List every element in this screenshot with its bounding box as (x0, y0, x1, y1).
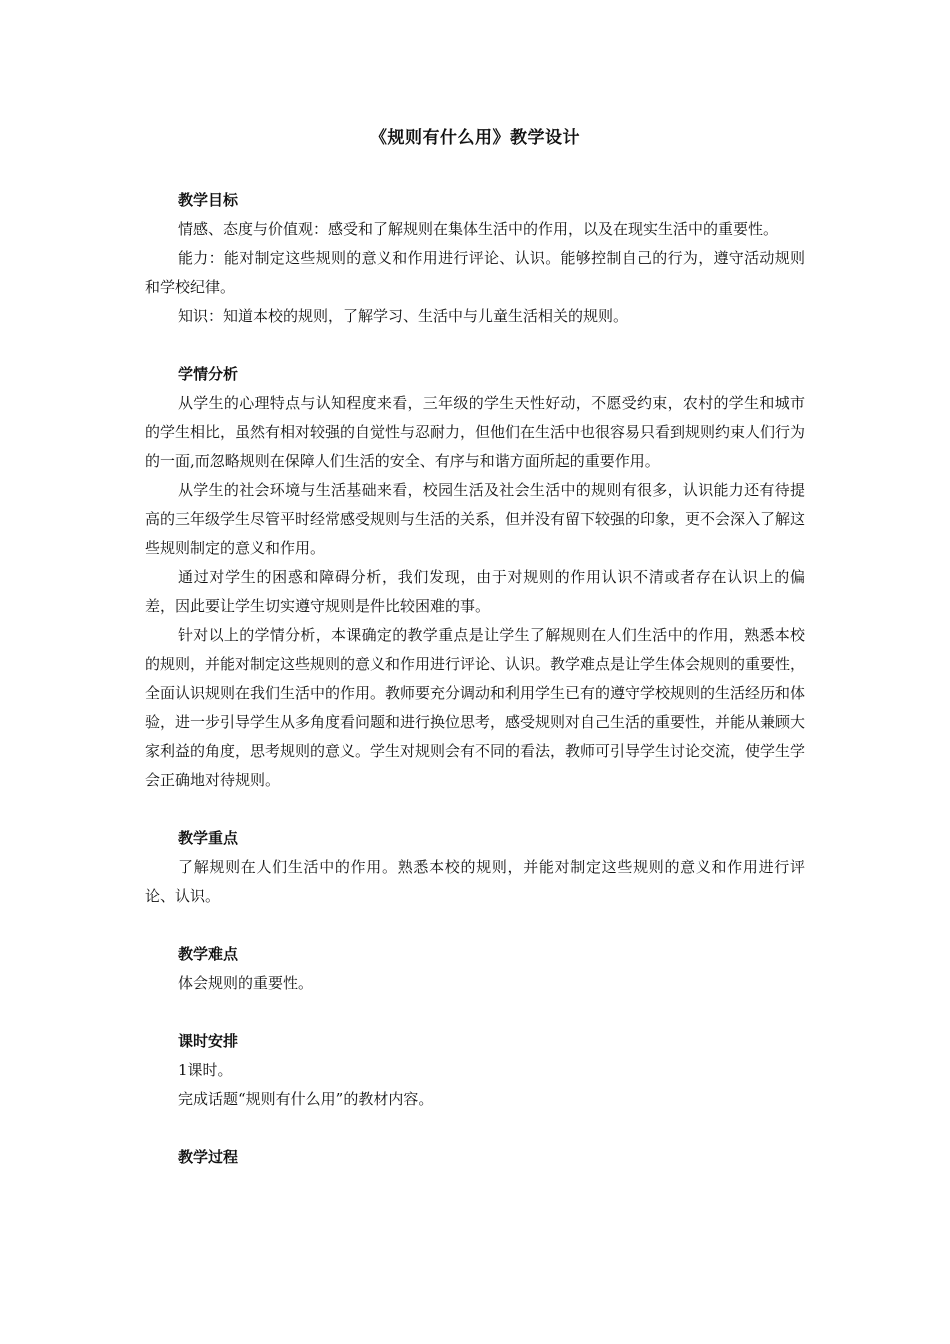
paragraph: 情感、态度与价值观：感受和了解规则在集体生活中的作用，以及在现实生活中的重要性。 (178, 220, 779, 238)
paragraph: 完成话题“规则有什么用”的教材内容。 (178, 1090, 434, 1108)
document-title: 《规则有什么用》教学设计 (370, 128, 580, 148)
section-heading-difficulties: 教学难点 (178, 945, 239, 963)
paragraph: 体会规则的重要性。 (178, 974, 314, 992)
paragraph: 从学生的心理特点与认知程度来看，三年级的学生天性好动，不愿受约束，农村的学生和城市的学生相比，虽然有相对较强的自觉性与忍耐力，但他们在生活中也很容易只看到规则约束人们行为的一面,而忽略规则在保障人们生活的安全、有序与和谐方面所起的重要作用。 (145, 394, 806, 470)
paragraph: 从学生的社会环境与生活基础来看，校园生活及社会生活中的规则有很多，认识能力还有待提高的三年级学生尽管平时经常感受规则与生活的关系，但并没有留下较强的印象，更不会深入了解这些规则制定的意义和作用。 (145, 481, 806, 557)
section-gap (145, 998, 805, 1027)
paragraph: 知识：知道本校的规则，了解学习、生活中与儿童生活相关的规则。 (178, 307, 629, 325)
section-heading-analysis: 学情分析 (178, 365, 239, 383)
paragraph: 能力：能对制定这些规则的意义和作用进行评论、认识。能够控制自己的行为，遵守活动规则和学校纪律。 (145, 249, 805, 296)
paragraph: 1课时。 (178, 1061, 233, 1079)
section-gap (145, 795, 805, 824)
section-gap (145, 331, 805, 360)
paragraph: 了解规则在人们生活中的作用。熟悉本校的规则，并能对制定这些规则的意义和作用进行评论、认识。 (145, 858, 805, 905)
section-heading-key-points: 教学重点 (178, 829, 239, 847)
paragraph: 通过对学生的困惑和障碍分析，我们发现，由于对规则的作用认识不清或者存在认识上的偏差，因此要让学生切实遵守规则是件比较困难的事。 (145, 568, 805, 615)
section-heading-objectives: 教学目标 (178, 191, 239, 209)
document-body (145, 186, 805, 1172)
paragraph: 针对以上的学情分析，本课确定的教学重点是让学生了解规则在人们生活中的作用，熟悉本校的规则，并能对制定这些规则的意义和作用进行评论、认识。教学难点是让学生体会规则的重要性，全面认识规则在我们生活中的作用。教师要充分调动和利用学生已有的遵守学校规则的生活经历和体验，进一步引导学生从多角度看问题和进行换位思考，感受规则对自己生活的重要性，并能从兼顾大家利益的角度，思考规则的意义。学生对规则会有不同的看法，教师可引导学生讨论交流，使学生学会正确地对待规则。 (145, 626, 806, 789)
section-gap (145, 911, 805, 940)
section-heading-schedule: 课时安排 (178, 1032, 239, 1050)
section-gap (145, 1114, 805, 1143)
section-heading-process: 教学过程 (178, 1148, 239, 1166)
